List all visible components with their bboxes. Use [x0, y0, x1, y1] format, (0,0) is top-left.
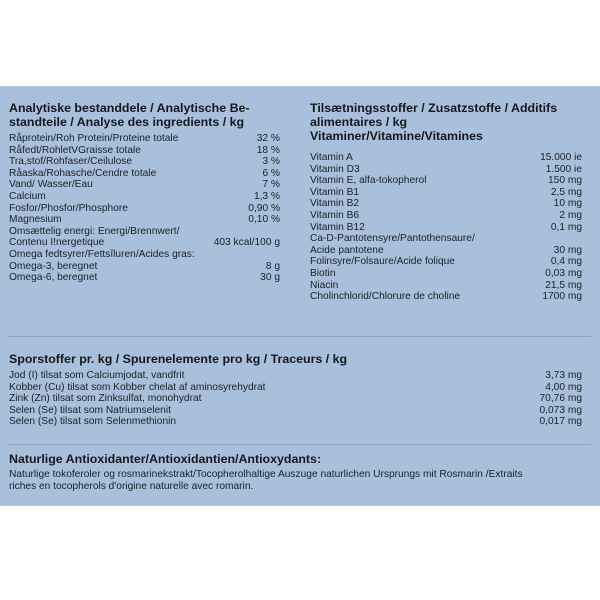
trace-row-value: 70,76 mg: [539, 393, 582, 405]
analytical-row: [9, 272, 280, 284]
trace-row: [9, 370, 582, 382]
analytical-title-line2: standteile / Analyse des ingredients / kg: [9, 115, 245, 129]
analytical-row: [9, 226, 280, 238]
vitamin-row-label: Vitamin E, alfa-tokopherol: [310, 175, 427, 187]
analytical-row-value: 7 %: [262, 179, 280, 191]
vitamin-row: [310, 222, 582, 234]
analytical-row-label: Råfedt/RohletVGraisse totale: [9, 144, 141, 156]
vitamin-row-value: 21,5 mg: [545, 279, 582, 291]
vitamin-row-value: 0,03 mg: [545, 267, 582, 279]
trace-row-label: Zink (Zn) tilsat som Zinksulfat, monohydrat: [9, 393, 202, 405]
analytical-row-value: 8 g: [265, 260, 280, 272]
vitamin-row-label: Vitamin B6: [310, 209, 360, 221]
vitamin-row-label: Vitamin D3: [310, 163, 360, 175]
vitamin-row: [310, 152, 582, 164]
analytical-row-value: 0,90 %: [248, 202, 280, 214]
antioxidants-text: [9, 469, 593, 494]
analytical-row-label: Magnesium: [9, 214, 62, 226]
analytical-row-label: Råprotein/Roh Protein/Proteine totale: [9, 133, 179, 144]
vitamin-row-label: Cholinchlorid/Chlorure de choline: [310, 291, 461, 303]
analytical-row-value: 1,3 %: [253, 190, 280, 202]
trace-row: [9, 382, 582, 394]
analytical-row-label: Omega-6, beregnet: [9, 272, 98, 284]
analytical-table: [9, 133, 280, 284]
analytical-row: [9, 179, 280, 191]
analytical-title-line1: Analytiske bestanddele / Analytische Be-: [9, 101, 250, 115]
vitamin-row-value: 1.500 ie: [545, 163, 582, 175]
trace-row: [9, 393, 582, 405]
analytical-row: [9, 237, 280, 249]
vitamin-row-value: 30 mg: [553, 244, 582, 256]
vitamin-row: [310, 245, 582, 257]
analytical-row-label: Vand/ Wasser/Eau: [9, 179, 93, 191]
analytical-row-label: Contenu I!nergetique: [9, 237, 105, 249]
trace-row-value: 0,073 mg: [539, 404, 582, 416]
vitamin-row-label: Folinsyre/Folsaure/Acide folique: [310, 256, 455, 268]
analytical-row-label: Omega-3, beregnet: [9, 260, 98, 272]
vitamin-row-label: Ca-D-Pantotensyre/Pantothensaure/: [310, 233, 475, 245]
vitamin-row-label: Vitamin B2: [310, 198, 360, 210]
vitamin-row: [310, 187, 582, 199]
vitamin-row: [310, 175, 582, 187]
label-panel: [0, 86, 600, 506]
trace-title: Sporstoffer pr. kg / Spurenelemente pro kg / Traceurs / kg: [9, 352, 348, 366]
analytical-row: [9, 168, 280, 180]
additives-title-line1: Tilsætningsstoffer / Zusatzstoffe / Additifs: [310, 101, 558, 115]
vitamin-row-value: 2,5 mg: [550, 186, 582, 198]
analytical-row-value: 6 %: [262, 167, 280, 179]
analytical-row-value: 0,10 %: [248, 214, 280, 226]
analytical-row-label: Omsættelig energi: Energi/Brennwert/: [9, 225, 180, 237]
analytical-row: [9, 203, 280, 215]
analytical-row: [9, 249, 280, 261]
analytical-row: [9, 145, 280, 157]
trace-row: [9, 416, 582, 428]
analytical-row-value: 32 %: [256, 133, 280, 144]
trace-row-label: Selen (Se) tilsat som Selenmethionin: [9, 416, 177, 428]
vitamins-subtitle: Vitaminer/Vitamine/Vitamines: [310, 129, 483, 143]
additives-title-line2: alimentaires / kg: [310, 115, 408, 129]
trace-row-label: Selen (Se) tilsat som Natriumselenit: [9, 404, 171, 416]
analytical-row: [9, 191, 280, 203]
vitamin-row-value: 15.000 ie: [540, 152, 582, 163]
analytical-row-value: 18 %: [256, 144, 280, 156]
analytical-row: [9, 214, 280, 226]
analytical-row-label: Råaska/Rohasche/Cendre totale: [9, 167, 157, 179]
vitamin-row-label: Niacin: [310, 279, 339, 291]
analytical-row-label: Omega fedtsyrer/Fettsîluren/Acides gras:: [9, 248, 195, 260]
vitamin-row: [310, 233, 582, 245]
vitamin-row: [310, 291, 582, 303]
vitamin-row-label: Vitamin A: [310, 152, 353, 163]
analytical-row: [9, 156, 280, 168]
trace-table: [9, 370, 582, 428]
vitamin-row: [310, 268, 582, 280]
section-divider: [7, 444, 591, 445]
vitamin-row: [310, 164, 582, 176]
trace-row-value: 0,017 mg: [539, 416, 582, 428]
vitamin-row-value: 0,4 mg: [550, 256, 582, 268]
analytical-title: [9, 101, 250, 129]
vitamin-row-label: Biotin: [310, 267, 336, 279]
trace-row-value: 4,00 mg: [545, 381, 582, 393]
analytical-row-label: Tra,stof/Rohfaser/Ceilulose: [9, 156, 133, 168]
analytical-row-value: 30 g: [260, 272, 280, 284]
vitamin-row: [310, 280, 582, 292]
vitamin-row-value: 1700 mg: [542, 291, 582, 303]
vitamin-row-label: Acide pantotene: [310, 244, 384, 256]
antioxidants-title: Naturlige Antioxidanter/Antioxidantien/Antioxydants:: [9, 452, 322, 466]
analytical-row: [9, 133, 280, 145]
antioxidants-line2: riches en tocopherols d'origine naturelle avec romarin.: [9, 481, 254, 493]
vitamins-table: [310, 152, 582, 303]
vitamin-row-value: 2 mg: [559, 209, 582, 221]
antioxidants-line1: Naturlige tokoferoler og rosmarinekstrakt/Tocopherolhaltige Auszuge naturlichen Ursprungs mit Rosmarin /Extraits: [9, 469, 523, 480]
vitamin-row: [310, 198, 582, 210]
analytical-row-value: 403 kcal/100 g: [213, 237, 280, 249]
section-divider: [7, 336, 591, 337]
vitamin-row: [310, 210, 582, 222]
analytical-row-label: Fosfor/Phosfor/Phosphore: [9, 202, 128, 214]
trace-row-label: Kobber (Cu) tilsat som Kobber chelat af aminosyrehydrat: [9, 381, 266, 393]
vitamin-row: [310, 256, 582, 268]
analytical-row: [9, 261, 280, 273]
trace-row-value: 3,73 mg: [545, 370, 582, 381]
vitamin-row-value: 150 mg: [548, 175, 582, 187]
analytical-row-label: Calcium: [9, 190, 46, 202]
vitamin-row-value: 10 mg: [553, 198, 582, 210]
trace-row: [9, 405, 582, 417]
vitamin-row-value: 0,1 mg: [550, 221, 582, 233]
analytical-row-value: 3 %: [262, 156, 280, 168]
vitamin-row-label: Vitamin B12: [310, 221, 365, 233]
trace-row-label: Jod (I) tilsat som Calciumjodat, vandfrit: [9, 370, 185, 381]
additives-title: [310, 101, 557, 143]
vitamin-row-label: Vitamin B1: [310, 186, 360, 198]
